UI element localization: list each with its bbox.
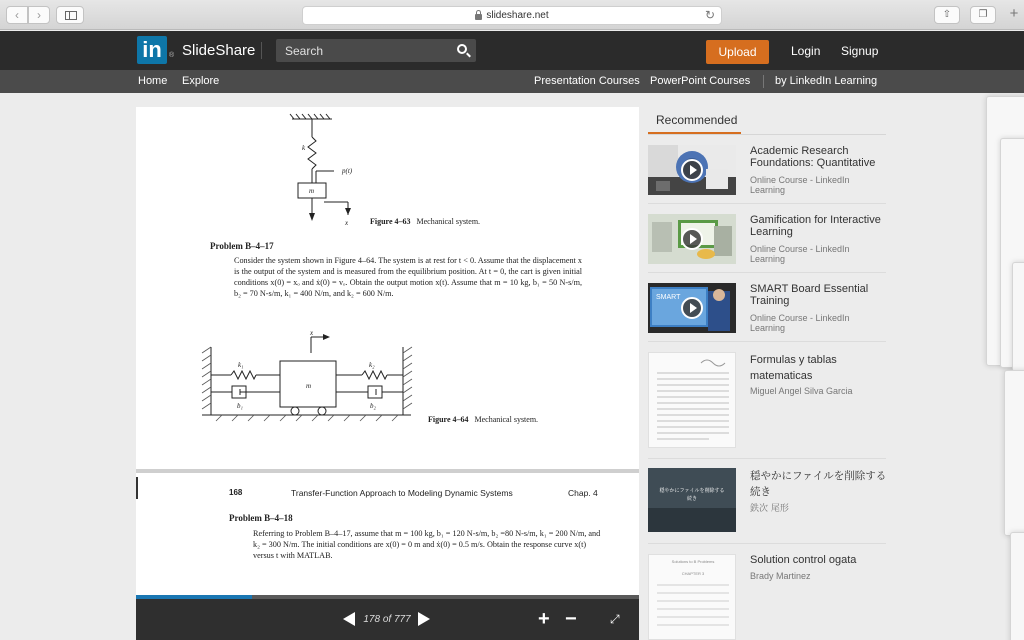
chapter-label: Chap. 4 bbox=[568, 488, 598, 498]
sidebar-icon bbox=[65, 11, 77, 20]
sub-navigation bbox=[0, 70, 1024, 93]
background-window bbox=[1004, 370, 1024, 536]
upload-button[interactable]: Upload bbox=[706, 40, 769, 64]
nav-linkedin-learning[interactable]: by LinkedIn Learning bbox=[775, 75, 878, 87]
recommended-author: Miguel Angel Silva Garcia bbox=[750, 386, 853, 396]
login-link[interactable]: Login bbox=[791, 44, 821, 58]
document-page bbox=[136, 107, 639, 469]
recommended-author: 鉄次 尾形 bbox=[750, 504, 789, 514]
play-icon bbox=[681, 159, 703, 181]
search-box bbox=[276, 39, 476, 62]
problem-title: Problem B–4–18 bbox=[229, 513, 293, 523]
problem-text: Referring to Problem B–4–17, assume that m = 100 kg, b₁ = 120 N-s/m, b₂ =80 N-s/m, k₁ = 200 N/m, and k₂ = 300 N/m. The initial conditions are x(0) = 0 m and ẋ(0) = 0.5 m/s. Obtain the response curve x(t) versus t with MATLAB. bbox=[253, 529, 601, 560]
site-header bbox=[0, 31, 1024, 70]
recommended-author: Brady Martinez bbox=[750, 571, 811, 581]
nav-presentation-courses[interactable]: Presentation Courses bbox=[534, 75, 640, 87]
recommended-subtitle: Online Course - LinkedIn Learning bbox=[750, 313, 850, 333]
running-header: Transfer-Function Approach to Modeling Dynamic Systems bbox=[291, 488, 513, 498]
label-k2: k₂ bbox=[369, 361, 375, 369]
thumbnail-text: 穏やかにファイルを削除する bbox=[659, 488, 725, 494]
recommended-item[interactable] bbox=[648, 352, 886, 448]
background-window bbox=[1012, 262, 1024, 372]
recommended-item[interactable] bbox=[648, 214, 886, 269]
registered-mark: ® bbox=[169, 52, 175, 59]
tab-recommended[interactable]: Recommended bbox=[648, 107, 741, 135]
zoom-in-button[interactable]: + bbox=[538, 608, 550, 630]
search-icon[interactable] bbox=[457, 44, 467, 54]
list-divider bbox=[648, 543, 886, 544]
recommended-item[interactable] bbox=[648, 283, 886, 338]
play-icon bbox=[681, 297, 703, 319]
label-m: m bbox=[306, 382, 312, 390]
new-tab-button[interactable] bbox=[1004, 6, 1024, 24]
brand-name[interactable]: SlideShare bbox=[182, 42, 256, 59]
sidebar-toggle-button[interactable] bbox=[56, 6, 84, 24]
course-thumbnail bbox=[648, 283, 736, 333]
fullscreen-button[interactable]: ⤢ bbox=[610, 612, 620, 626]
recommended-subtitle: Online Course - LinkedIn Learning bbox=[750, 244, 850, 264]
background-window bbox=[1010, 532, 1024, 640]
figure-4-64 bbox=[136, 325, 639, 425]
label-pt: p(t) bbox=[342, 167, 353, 175]
recommended-item[interactable] bbox=[648, 468, 886, 532]
browser-toolbar bbox=[0, 0, 1024, 30]
figure-caption: Figure 4–64 Mechanical system. bbox=[428, 415, 539, 424]
reload-icon[interactable]: ↻ bbox=[704, 8, 715, 22]
document-thumbnail bbox=[648, 468, 736, 532]
cursor-marker bbox=[136, 477, 138, 499]
recommended-item[interactable] bbox=[648, 554, 886, 640]
thumbnail-image bbox=[649, 353, 736, 448]
nav-separator bbox=[763, 75, 764, 88]
recommended-title[interactable]: Gamification for Interactive Learning bbox=[750, 214, 881, 238]
show-tabs-button[interactable] bbox=[970, 6, 996, 24]
share-button[interactable] bbox=[934, 6, 960, 24]
problem-title: Problem B–4–17 bbox=[210, 241, 274, 251]
header-divider bbox=[261, 42, 262, 59]
nav-explore[interactable]: Explore bbox=[182, 75, 220, 87]
tab-underline-divider bbox=[648, 134, 886, 135]
signup-link[interactable]: Signup bbox=[841, 44, 879, 58]
recommended-title[interactable]: 穏やかにファイルを削除する続き bbox=[750, 470, 887, 498]
play-icon bbox=[681, 228, 703, 250]
list-divider bbox=[648, 458, 886, 459]
document-viewer[interactable] bbox=[136, 107, 639, 640]
figure-caption: Figure 4–63 Mechanical system. bbox=[370, 217, 481, 226]
url-text: slideshare.net bbox=[486, 10, 549, 21]
address-bar[interactable] bbox=[302, 6, 722, 25]
chevron-left-icon: ‹ bbox=[15, 8, 19, 22]
recommended-title[interactable]: Academic Research Foundations: Quantitative bbox=[750, 145, 876, 169]
thumbnail-text: CHAPTER 3 bbox=[681, 571, 705, 576]
list-divider bbox=[648, 272, 886, 273]
nav-home[interactable]: Home bbox=[138, 75, 168, 87]
recommended-subtitle: Online Course - LinkedIn Learning bbox=[750, 175, 850, 195]
list-divider bbox=[648, 203, 886, 204]
label-x: x bbox=[345, 219, 349, 227]
plus-icon: + bbox=[1009, 5, 1019, 22]
thumbnail-image bbox=[648, 468, 736, 532]
page-number: 168 bbox=[229, 488, 243, 497]
tabs-icon: ❐ bbox=[978, 9, 988, 20]
zoom-out-button[interactable]: − bbox=[565, 608, 577, 630]
label-b2: b₂ bbox=[370, 402, 376, 410]
lock-icon bbox=[475, 14, 482, 20]
nav-powerpoint-courses[interactable]: PowerPoint Courses bbox=[650, 75, 751, 87]
course-thumbnail bbox=[648, 214, 736, 264]
back-button[interactable] bbox=[6, 6, 28, 24]
label-x: x bbox=[310, 329, 314, 337]
thumbnail-text: 続き bbox=[686, 496, 698, 502]
label-k1: k₁ bbox=[238, 361, 244, 369]
course-thumbnail bbox=[648, 145, 736, 195]
label-k: k bbox=[302, 144, 306, 152]
viewer-controls bbox=[136, 599, 639, 640]
document-thumbnail bbox=[648, 554, 736, 640]
share-icon: ⇧ bbox=[942, 9, 952, 20]
next-page-button[interactable] bbox=[418, 612, 430, 626]
recommended-title[interactable]: SMART Board Essential Training bbox=[750, 283, 869, 307]
label-m: m bbox=[309, 187, 315, 195]
page-counter: 178 of 777 bbox=[363, 614, 411, 625]
document-thumbnail bbox=[648, 352, 736, 448]
chevron-right-icon: › bbox=[37, 8, 41, 22]
forward-button[interactable] bbox=[28, 6, 50, 24]
search-input[interactable] bbox=[276, 39, 452, 62]
list-divider bbox=[648, 341, 886, 342]
recommended-item[interactable] bbox=[648, 145, 886, 200]
linkedin-logo[interactable]: in bbox=[137, 36, 167, 64]
thumbnail-text: SMART bbox=[656, 294, 681, 301]
recommended-title[interactable]: Solution control ogata bbox=[750, 554, 857, 566]
label-b1: b₁ bbox=[237, 402, 243, 410]
thumbnail-image bbox=[649, 555, 736, 640]
previous-page-button[interactable] bbox=[343, 612, 355, 626]
problem-text: Consider the system shown in Figure 4–64. The system is at rest for t < 0. Assume that the displacement x is the output of the system and is measured from the equilibrium position. At t = 0, the cart is given initial conditions x(0) = xₒ and ẋ(0) = vₒ. Obtain the output motion x(t). Assume that m = 10 kg, b₁ = 50 N-s/m, b₂ = 70 N-s/m, k₁ = 400 N/m, and k₂ = 600 N/m. bbox=[234, 256, 582, 298]
recommended-title[interactable]: Formulas y tablas matematicas bbox=[750, 354, 837, 382]
thumbnail-text: Solutions to B Problems bbox=[671, 559, 715, 564]
